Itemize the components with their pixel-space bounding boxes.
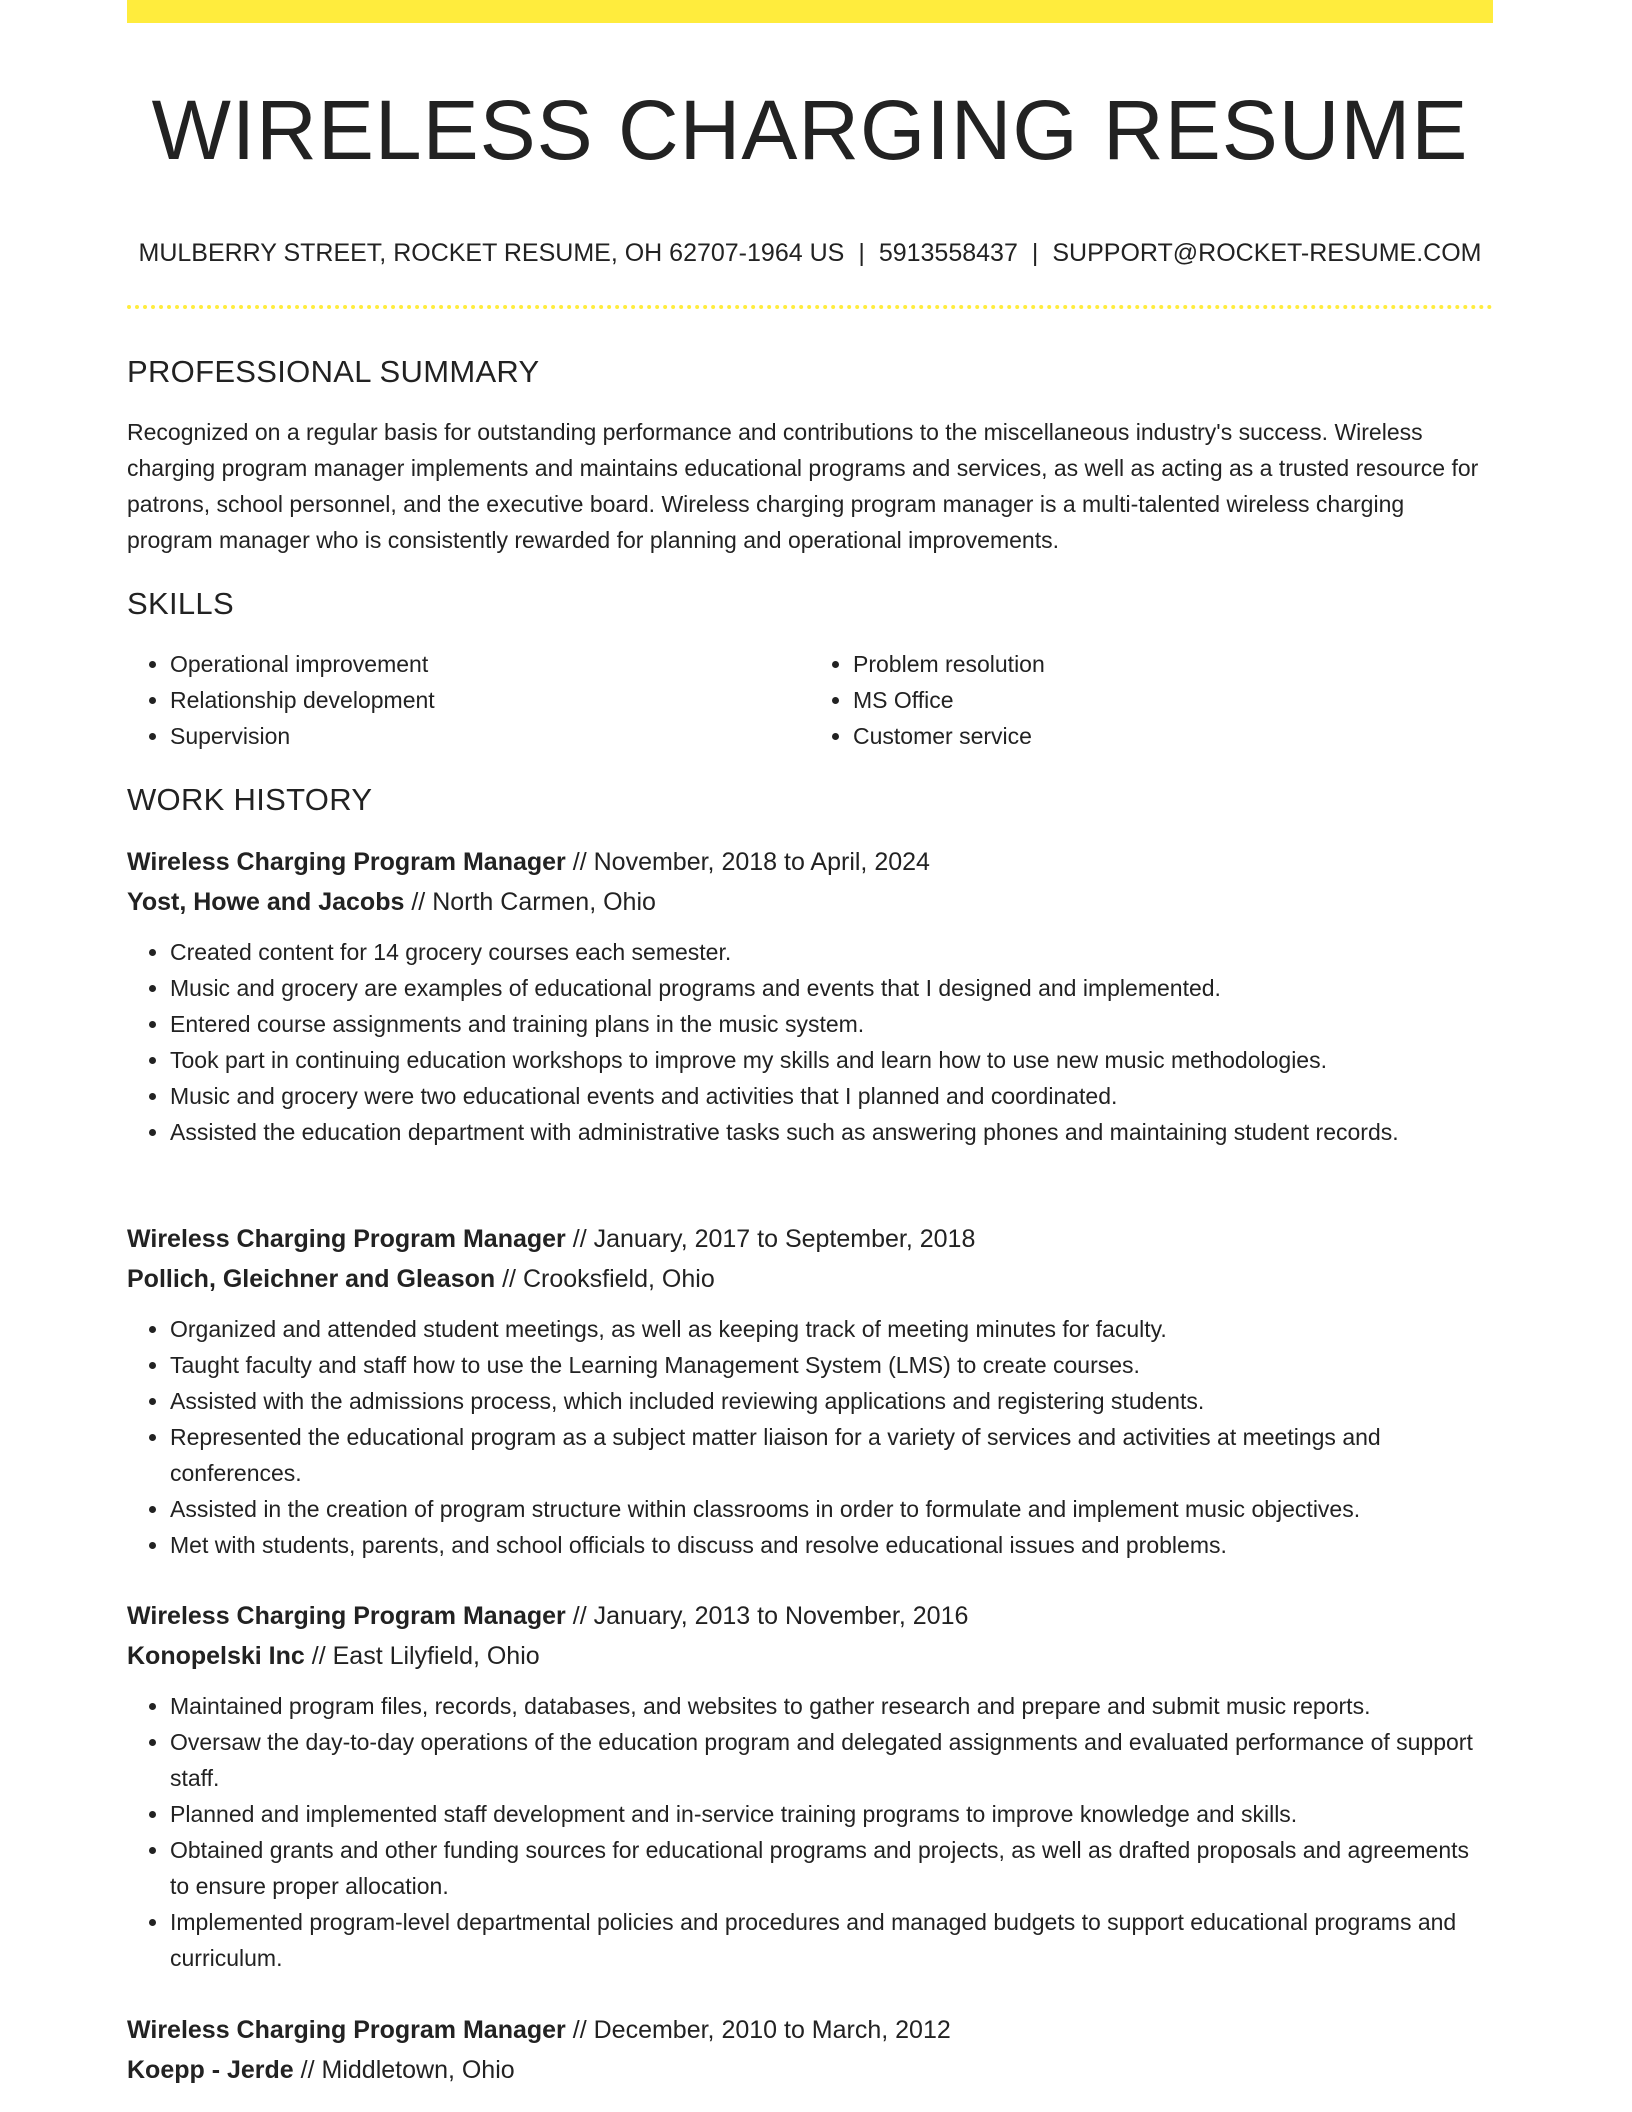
job-entry [127, 2010, 1493, 2090]
skills-heading: SKILLS [127, 586, 234, 621]
job-bullets [127, 1688, 1493, 1976]
job-location: East Lilyfield, Ohio [332, 1642, 540, 1670]
job-company: Yost, Howe and Jacobs [127, 888, 405, 916]
job-title: Wireless Charging Program Manager [127, 1602, 566, 1630]
top-accent-bar [127, 0, 1493, 23]
job-separator: // [572, 1602, 587, 1630]
job-bullet: • Taught faculty and staff how to use the Learning Management System (LMS) to create courses. [170, 1347, 1493, 1383]
job-bullets [127, 934, 1493, 1150]
contact-address: MULBERRY STREET, ROCKET RESUME, OH 62707-1964 US [138, 239, 845, 267]
dotted-divider [127, 305, 1493, 309]
resume-title: WIRELESS CHARGING RESUME [151, 83, 1469, 177]
job-location: North Carmen, Ohio [432, 888, 656, 916]
job-dates: January, 2013 to November, 2016 [593, 1602, 969, 1630]
job-company-line [127, 2050, 1493, 2090]
job-company-line [127, 1259, 1493, 1299]
job-entry [127, 1596, 1493, 1976]
contact-phone[interactable]: 5913558437 [878, 239, 1018, 267]
skills-columns [127, 646, 1493, 754]
job-bullet: • Music and grocery are examples of educational programs and events that I designed and implemented. [170, 970, 1493, 1006]
summary-heading: PROFESSIONAL SUMMARY [127, 354, 540, 389]
job-bullet: • Entered course assignments and training plans in the music system. [170, 1006, 1493, 1042]
skill-item: • Problem resolution [853, 646, 1493, 682]
contact-separator: | [1031, 239, 1039, 267]
job-bullet: • Maintained program files, records, databases, and websites to gather research and prepare and submit music reports. [170, 1688, 1493, 1724]
skill-item: • MS Office [853, 682, 1493, 718]
job-title: Wireless Charging Program Manager [127, 848, 566, 876]
job-bullet: • Assisted in the creation of program structure within classrooms in order to formulate and implement music objectives. [170, 1491, 1493, 1527]
skill-item: • Supervision [170, 718, 810, 754]
job-separator: // [572, 1225, 587, 1253]
job-bullets [127, 1311, 1493, 1563]
job-bullet: • Assisted the education department with administrative tasks such as answering phones and maintaining student records. [170, 1114, 1493, 1150]
job-bullet: • Obtained grants and other funding sources for educational programs and projects, as well as drafted proposals and agreements to ensure proper allocation. [170, 1832, 1493, 1904]
job-company: Konopelski Inc [127, 1642, 305, 1670]
job-title-line [127, 842, 1493, 882]
job-title-line [127, 1219, 1493, 1259]
job-bullet: • Created content for 14 grocery courses each semester. [170, 934, 1493, 970]
job-separator: // [300, 2056, 315, 2084]
job-title: Wireless Charging Program Manager [127, 2016, 566, 2044]
job-title: Wireless Charging Program Manager [127, 1225, 566, 1253]
job-dates: November, 2018 to April, 2024 [593, 848, 930, 876]
job-company: Pollich, Gleichner and Gleason [127, 1265, 496, 1293]
job-bullet: • Represented the educational program as a subject matter liaison for a variety of services and activities at meetings and conferences. [170, 1419, 1493, 1491]
job-bullet: • Planned and implemented staff development and in-service training programs to improve knowledge and skills. [170, 1796, 1493, 1832]
skill-item: • Relationship development [170, 682, 810, 718]
skill-item: • Customer service [853, 718, 1493, 754]
job-company: Koepp - Jerde [127, 2056, 294, 2084]
job-bullet: • Met with students, parents, and school officials to discuss and resolve educational issues and problems. [170, 1527, 1493, 1563]
work-history-heading: WORK HISTORY [127, 782, 373, 817]
job-separator: // [411, 888, 426, 916]
job-separator: // [311, 1642, 326, 1670]
job-bullet: • Music and grocery were two educational events and activities that I planned and coordinated. [170, 1078, 1493, 1114]
job-bullet: • Assisted with the admissions process, which included reviewing applications and registering students. [170, 1383, 1493, 1419]
contact-separator: | [858, 239, 865, 267]
job-entry [127, 1219, 1493, 1563]
job-separator: // [502, 1265, 517, 1293]
contact-line [127, 236, 1493, 270]
job-bullet: • Oversaw the day-to-day operations of the education program and delegated assignments and evaluated performance of support staff. [170, 1724, 1493, 1796]
job-company-line [127, 1636, 1493, 1676]
job-location: Crooksfield, Ohio [522, 1265, 715, 1293]
job-company-line [127, 882, 1493, 922]
skills-list-right [810, 646, 1493, 754]
skill-item: • Operational improvement [170, 646, 810, 682]
summary-text: Recognized on a regular basis for outstanding performance and contributions to the miscellaneous industry's success. Wireless charging program manager implements and maintains educational programs and services, as well as acting as a trusted resource for patrons, school personnel, and the executive board. Wireless charging program manager is a multi-talented wireless charging program manager who is consistently rewarded for planning and operational improvements. [127, 419, 1479, 553]
job-bullet: • Implemented program-level departmental policies and procedures and managed budgets to support educational programs and curriculum. [170, 1904, 1493, 1976]
job-dates: January, 2017 to September, 2018 [593, 1225, 976, 1253]
job-title-line [127, 1596, 1493, 1636]
skills-list-left [127, 646, 810, 754]
job-separator: // [572, 2016, 587, 2044]
job-dates: December, 2010 to March, 2012 [593, 2016, 951, 2044]
job-entry [127, 842, 1493, 1150]
job-bullet: • Organized and attended student meetings, as well as keeping track of meeting minutes for faculty. [170, 1311, 1493, 1347]
job-title-line [127, 2010, 1493, 2050]
job-bullet: • Took part in continuing education workshops to improve my skills and learn how to use new music methodologies. [170, 1042, 1493, 1078]
job-location: Middletown, Ohio [321, 2056, 515, 2084]
contact-email[interactable]: SUPPORT@ROCKET-RESUME.COM [1052, 239, 1482, 267]
job-separator: // [572, 848, 587, 876]
